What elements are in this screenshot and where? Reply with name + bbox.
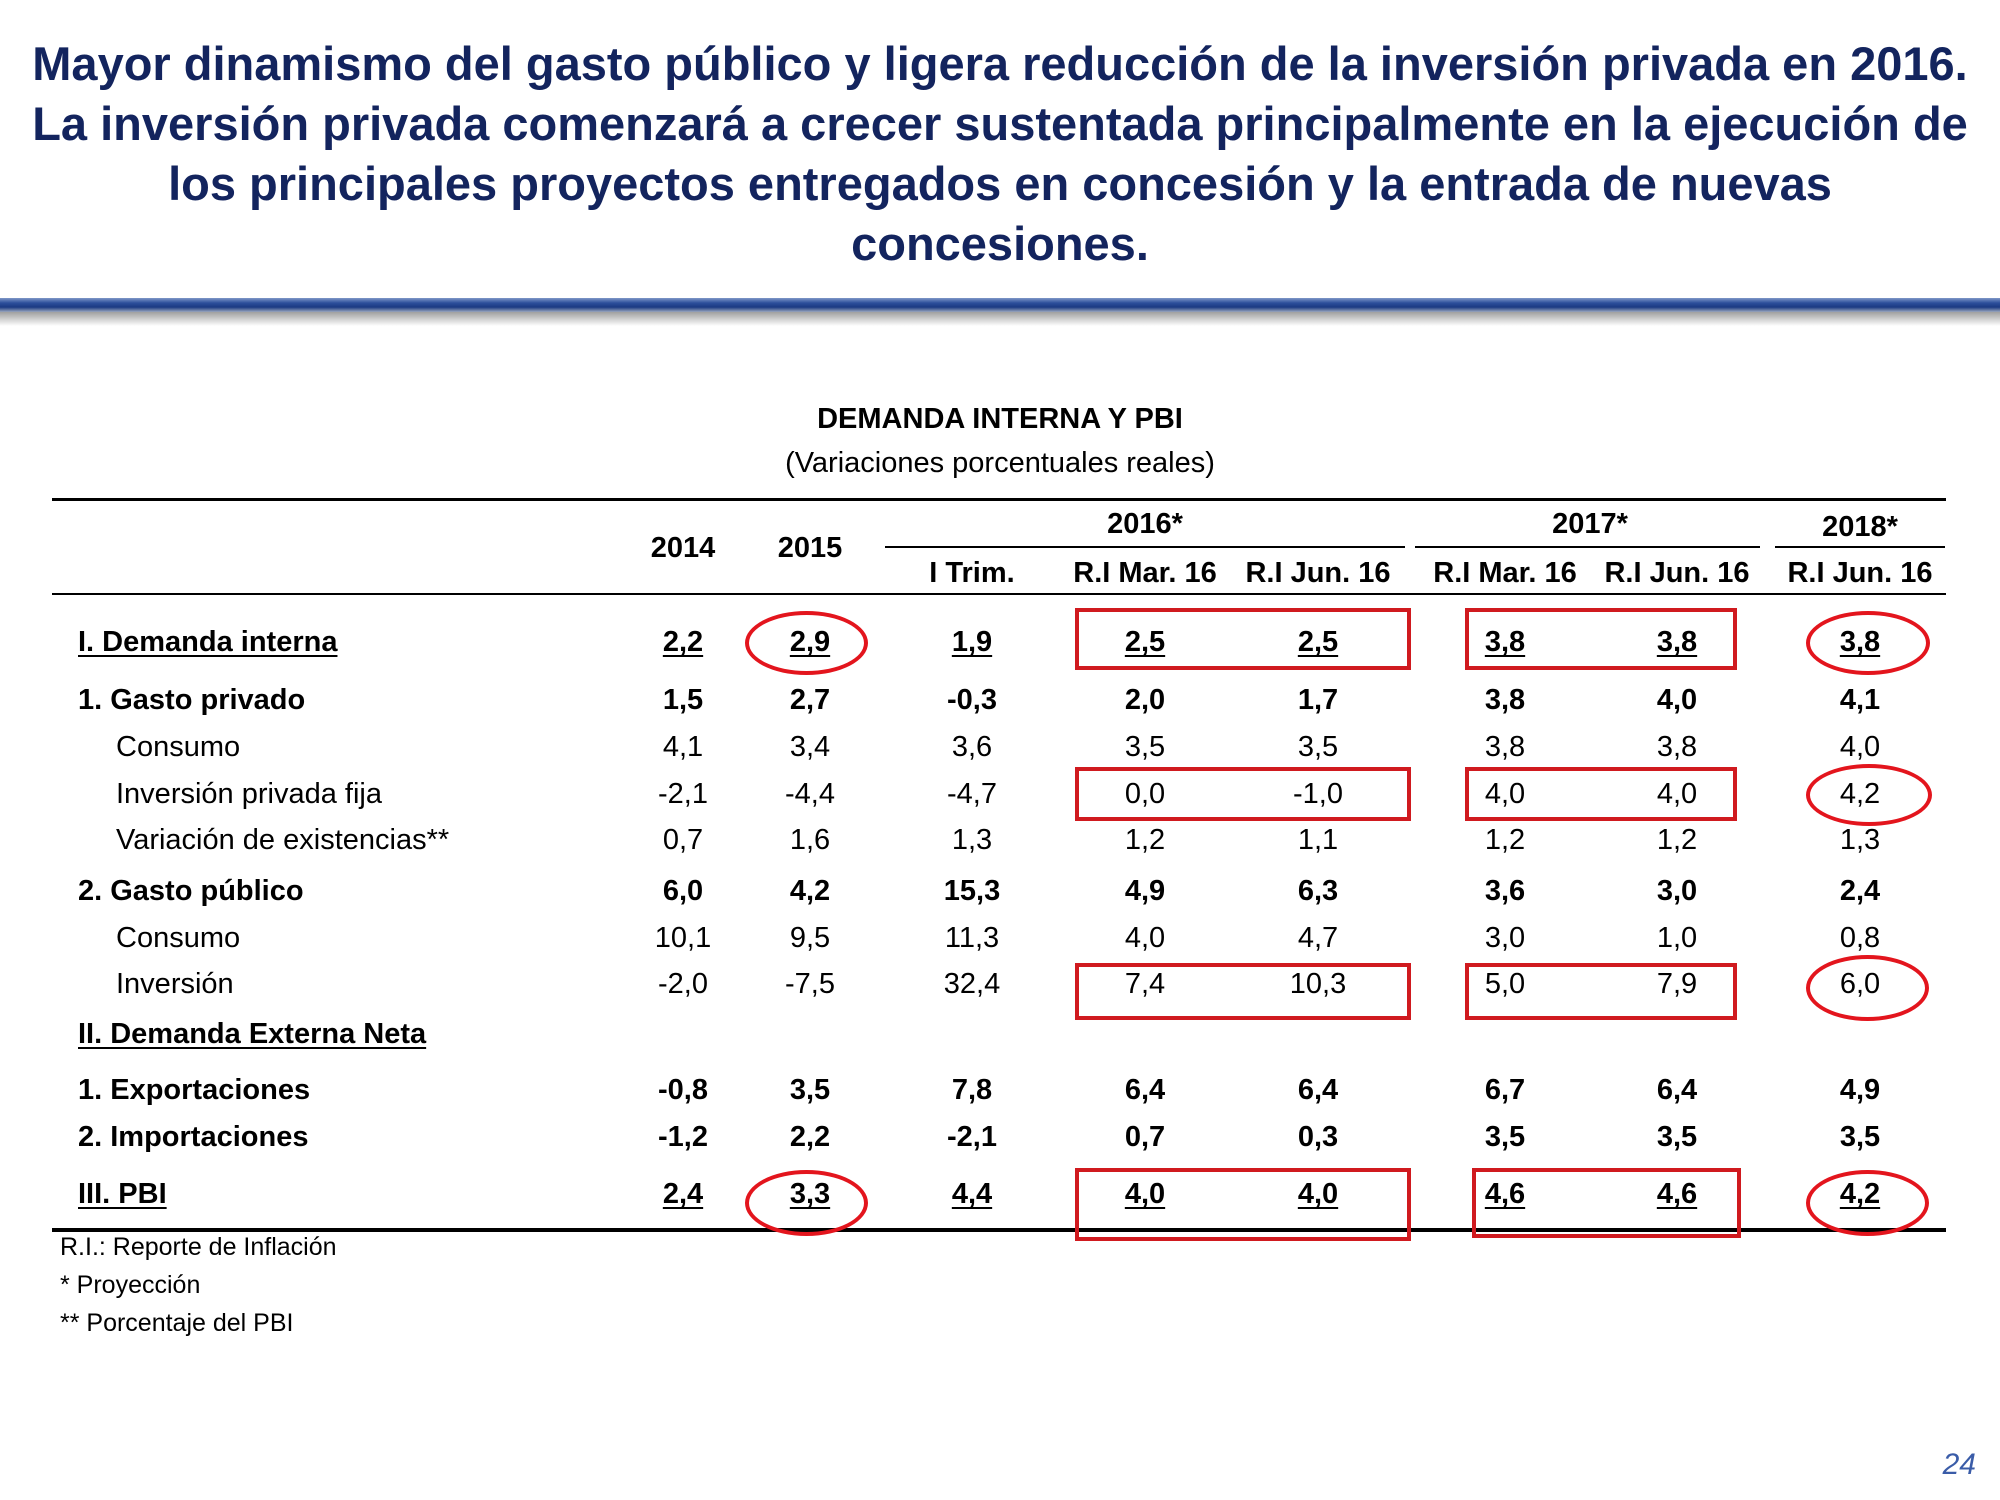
- row-label: II. Demanda Externa Neta: [78, 1018, 427, 1050]
- table-cell: -7,5: [785, 968, 835, 1000]
- table-cell: 1,3: [951, 824, 993, 856]
- table-cell: 9,5: [789, 922, 831, 954]
- table-cell: 10,3: [1289, 968, 1347, 1000]
- table-cell: 3,5: [1484, 1121, 1526, 1153]
- slide-title: Mayor dinamismo del gasto público y ligera reducción de la inversión privada en 2016. La inversión privada comenzará a crecer sustentada principalmente en la ejecución de los principales proyectos entregados en concesión y la entrada de nuevas concesiones.: [32, 37, 1968, 270]
- table-cell: 4,0: [1124, 922, 1166, 954]
- row-label: Variación de existencias**: [116, 824, 450, 856]
- table-cell: 4,6: [1484, 1178, 1526, 1210]
- table-cell: 4,0: [1656, 684, 1698, 716]
- table-title: DEMANDA INTERNA Y PBI: [817, 403, 1183, 435]
- table-cell: 1,0: [1656, 922, 1698, 954]
- table-cell: 0,0: [1124, 778, 1166, 810]
- table-cell: -2,1: [947, 1121, 997, 1153]
- table-cell: 5,0: [1484, 968, 1526, 1000]
- table-cell: 4,2: [1839, 1178, 1881, 1210]
- table-cell: 3,5: [1124, 731, 1166, 763]
- row-label: 2. Importaciones: [78, 1121, 309, 1153]
- table-cell: 32,4: [943, 968, 1001, 1000]
- table-cell: -1,2: [658, 1121, 708, 1153]
- table-cell: 4,0: [1297, 1178, 1339, 1210]
- table-cell: 4,4: [951, 1178, 993, 1210]
- table-cell: 6,4: [1656, 1074, 1698, 1106]
- row-label: Consumo: [116, 731, 241, 763]
- table-cell: 3,0: [1656, 875, 1698, 907]
- table-cell: 3,5: [789, 1074, 831, 1106]
- table-subtitle: (Variaciones porcentuales reales): [785, 447, 1215, 479]
- row-label: 1. Gasto privado: [78, 684, 306, 716]
- table-cell: 2,2: [662, 626, 704, 658]
- table-cell: 6,4: [1124, 1074, 1166, 1106]
- table-cell: 0,3: [1297, 1121, 1339, 1153]
- table-cell: 4,2: [1839, 778, 1881, 810]
- table-cell: 3,5: [1839, 1121, 1881, 1153]
- table-cell: 7,4: [1124, 968, 1166, 1000]
- table-cell: -1,0: [1293, 778, 1343, 810]
- table-cell: 2,2: [789, 1121, 831, 1153]
- table-cell: 4,1: [662, 731, 704, 763]
- header-2016-ri-jun: R.I Jun. 16: [1245, 557, 1391, 589]
- group-rule-2018: [1775, 546, 1945, 548]
- header-2017-ri-mar: R.I Mar. 16: [1433, 557, 1577, 589]
- header-2015: 2015: [777, 532, 843, 564]
- table-cell: 4,0: [1124, 1178, 1166, 1210]
- table-cell: 1,1: [1297, 824, 1339, 856]
- table-cell: 2,5: [1124, 626, 1166, 658]
- table-cell: 0,7: [1124, 1121, 1166, 1153]
- header-2017: 2017*: [1552, 508, 1628, 540]
- table-cell: 3,5: [1656, 1121, 1698, 1153]
- header-bottom-rule: [52, 593, 1946, 595]
- table-cell: 3,4: [789, 731, 831, 763]
- table-cell: 4,0: [1839, 731, 1881, 763]
- table-cell: 4,9: [1124, 875, 1166, 907]
- header-2016: 2016*: [1107, 508, 1183, 540]
- table-cell: 10,1: [654, 922, 712, 954]
- table-cell: 0,7: [662, 824, 704, 856]
- group-rule-2016: [885, 546, 1405, 548]
- row-label: Consumo: [116, 922, 241, 954]
- row-label: Inversión: [116, 968, 234, 1000]
- header-2017-ri-jun: R.I Jun. 16: [1604, 557, 1750, 589]
- table-cell: 2,5: [1297, 626, 1339, 658]
- header-2018-ri-jun: R.I Jun. 16: [1787, 557, 1933, 589]
- table-cell: 2,9: [789, 626, 831, 658]
- table-cell: 2,4: [662, 1178, 704, 1210]
- header-divider: [0, 298, 2000, 312]
- table-cell: -2,1: [658, 778, 708, 810]
- row-label: I. Demanda interna: [78, 626, 338, 658]
- note-proyeccion: * Proyección: [60, 1271, 201, 1299]
- table-cell: 3,8: [1484, 684, 1526, 716]
- table-cell: 1,2: [1484, 824, 1526, 856]
- note-porcentaje-pbi: ** Porcentaje del PBI: [60, 1309, 294, 1337]
- row-label: Inversión privada fija: [116, 778, 382, 810]
- note-ri: R.I.: Reporte de Inflación: [60, 1233, 337, 1261]
- row-label: III. PBI: [78, 1178, 167, 1210]
- table-cell: 4,0: [1484, 778, 1526, 810]
- table-cell: 6,0: [662, 875, 704, 907]
- table-cell: 1,7: [1297, 684, 1339, 716]
- table-cell: 15,3: [943, 875, 1001, 907]
- table-cell: 3,8: [1839, 626, 1881, 658]
- table-cell: 6,0: [1839, 968, 1881, 1000]
- table-cell: 3,6: [1484, 875, 1526, 907]
- header-2014: 2014: [650, 532, 716, 564]
- table-cell: 7,9: [1656, 968, 1698, 1000]
- table-cell: 1,2: [1124, 824, 1166, 856]
- table-cell: -0,8: [658, 1074, 708, 1106]
- table-cell: 4,7: [1297, 922, 1339, 954]
- table-cell: 11,3: [944, 922, 1000, 954]
- table-cell: 4,9: [1839, 1074, 1881, 1106]
- row-label: 2. Gasto público: [78, 875, 304, 907]
- table-cell: 6,3: [1297, 875, 1339, 907]
- table-cell: 1,6: [789, 824, 831, 856]
- header-i-trim: I Trim.: [929, 557, 1015, 589]
- table-cell: 2,4: [1839, 875, 1881, 907]
- table-cell: 1,3: [1839, 824, 1881, 856]
- row-label: 1. Exportaciones: [78, 1074, 311, 1106]
- table-cell: -2,0: [658, 968, 708, 1000]
- table-cell: 1,5: [662, 684, 704, 716]
- table-cell: 3,8: [1484, 626, 1526, 658]
- table-cell: 7,8: [951, 1074, 993, 1106]
- table-cell: 3,8: [1484, 731, 1526, 763]
- group-rule-2017: [1415, 546, 1760, 548]
- table-cell: 4,0: [1656, 778, 1698, 810]
- table-cell: 2,7: [789, 684, 831, 716]
- table-cell: 6,7: [1484, 1074, 1526, 1106]
- table-cell: 3,8: [1656, 731, 1698, 763]
- table-cell: 0,8: [1839, 922, 1881, 954]
- table-cell: 4,1: [1839, 684, 1881, 716]
- table-cell: 6,4: [1297, 1074, 1339, 1106]
- table-cell: 3,8: [1656, 626, 1698, 658]
- table-cell: -0,3: [947, 684, 997, 716]
- header-divider-shadow: [0, 312, 2000, 326]
- table-top-rule: [52, 498, 1946, 501]
- table-cell: 3,0: [1484, 922, 1526, 954]
- table-cell: 2,0: [1124, 684, 1166, 716]
- table-cell: -4,7: [947, 778, 997, 810]
- table-cell: 3,5: [1297, 731, 1339, 763]
- table-cell: 3,3: [789, 1178, 831, 1210]
- page-number: 24: [1942, 1448, 1976, 1481]
- header-2018: 2018*: [1822, 511, 1898, 543]
- table-cell: 4,2: [789, 875, 831, 907]
- table-cell: 1,2: [1656, 824, 1698, 856]
- header-2016-ri-mar: R.I Mar. 16: [1073, 557, 1217, 589]
- table-cell: 3,6: [951, 731, 993, 763]
- table-cell: 4,6: [1656, 1178, 1698, 1210]
- table-cell: 1,9: [951, 626, 993, 658]
- table-cell: -4,4: [785, 778, 835, 810]
